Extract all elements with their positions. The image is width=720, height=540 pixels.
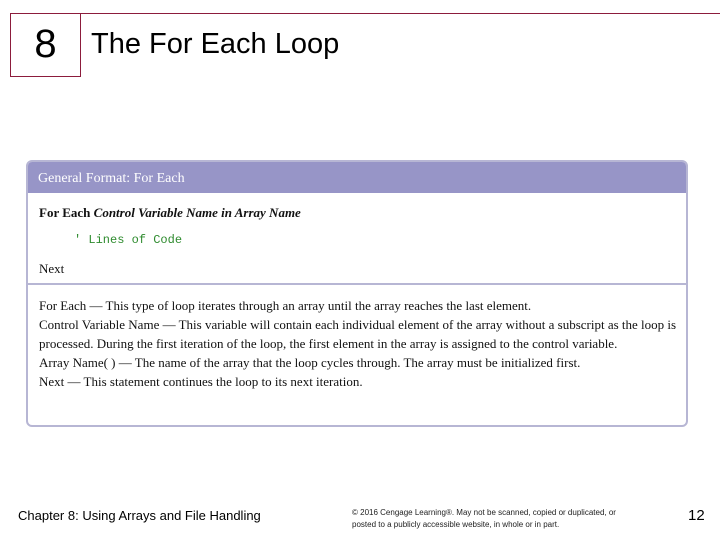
format-box-heading: General Format: For Each [28,162,686,193]
syntax-block [28,193,686,283]
description-control-variable: Control Variable Name — This variable will contain each individual element of the array without a subscript as the loop is processed. During the first iteration of the loop, the first element in the array is assigned to the control variable. [39,317,677,351]
syntax-keyword: For Each [39,205,91,220]
description-array-name: Array Name( ) — The name of the array that the loop cycles through. The array must be initialized first. [39,355,581,370]
header-rule [10,13,720,14]
page-number: 12 [688,507,705,524]
description-next: Next — This statement continues the loop to its next iteration. [39,374,363,389]
syntax-line-next: Next [39,261,65,276]
description-for-each: For Each — This type of loop iterates through an array until the array reaches the last element. [39,298,532,313]
syntax-parameters: Control Variable Name in Array Name [93,205,301,220]
syntax-line-comment: ' Lines of Code [74,233,183,247]
footer-chapter-label: Chapter 8: Using Arrays and File Handling [18,508,261,523]
general-format-box [26,160,688,427]
syntax-line-for-each [39,205,301,221]
chapter-number-box [10,13,81,77]
footer-copyright: © 2016 Cengage Learning®. May not be scanned, copied or duplicated, or posted to a publicly accessible website, in whole or in part. [352,508,616,529]
slide-title: The For Each Loop [91,28,340,60]
format-box-divider [28,283,686,285]
chapter-number: 8 [34,22,57,66]
description-list [39,296,679,391]
